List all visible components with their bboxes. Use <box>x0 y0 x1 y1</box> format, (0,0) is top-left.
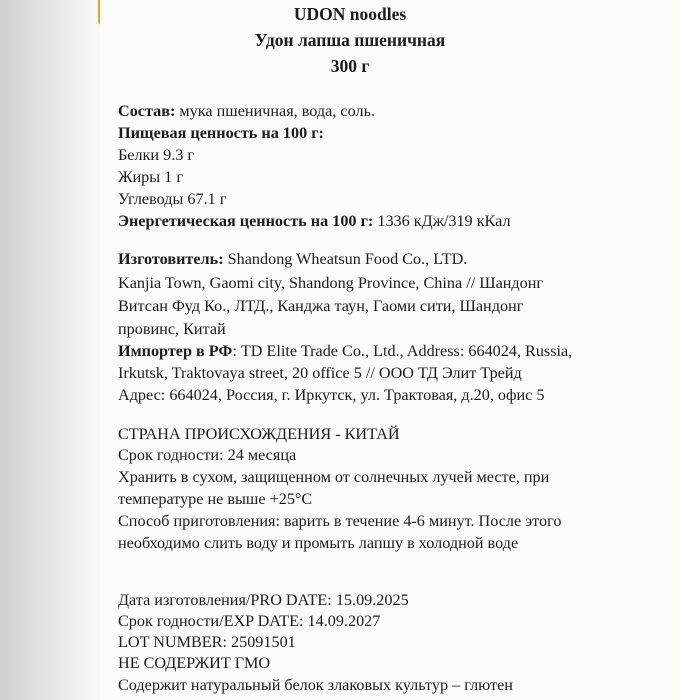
energy-label: Энергетическая ценность на 100 г: <box>118 212 374 230</box>
composition-label: Состав: <box>118 102 176 120</box>
importer-label: Импортер в РФ <box>118 342 233 360</box>
nutrition-fat: Жиры 1 г <box>118 168 183 186</box>
preparation-2: необходимо слить воду и промыть лапшу в холодной воде <box>118 534 519 552</box>
gluten-statement: Содержит натуральный белок злаковых культур – глютен <box>118 676 513 694</box>
production-date: Дата изготовления/PRO DATE: 15.09.2025 <box>118 591 409 609</box>
expiry-date: Срок годности/EXP DATE: 14.09.2027 <box>118 612 381 630</box>
gmo-statement: НЕ СОДЕРЖИТ ГМО <box>118 654 271 672</box>
importer-value-2: Irkutsk, Traktovaya street, 20 office 5 // ООО ТД Элит Трейд <box>118 364 522 382</box>
nutrition-heading: Пищевая ценность на 100 г: <box>118 124 324 142</box>
storage-conditions-2: температуре не выше +25°C <box>118 490 313 508</box>
composition-value: мука пшеничная, вода, соль. <box>175 102 376 120</box>
shelf-life: Срок годности: 24 месяца <box>118 446 297 464</box>
energy-value: 1336 кДж/319 кКал <box>373 212 511 230</box>
manufacturer-line <box>118 249 467 269</box>
manufacturer-address-3: провинс, Китай <box>118 320 226 338</box>
storage-conditions-1: Хранить в сухом, защищенном от солнечных лучей месте, при <box>118 468 550 486</box>
manufacturer-address-1: Kanjia Town, Gaomi city, Shandong Province, China // Шандонг <box>118 274 544 292</box>
importer-value-1: : TD Elite Trade Co., Ltd., Address: 664024, Russia, <box>232 342 573 360</box>
nutrition-carbs: Углеводы 67.1 г <box>118 190 227 208</box>
title-en: UDON noodles <box>293 4 407 24</box>
importer-value-3: Адрес: 664024, Россия, г. Иркутск, ул. Трактовая, д.20, офис 5 <box>118 386 545 404</box>
country-of-origin: СТРАНА ПРОИСХОЖДЕНИЯ - КИТАЙ <box>118 425 400 443</box>
lot-number: LOT NUMBER: 25091501 <box>118 633 296 651</box>
preparation-1: Способ приготовления: варить в течение 4-6 минут. После этого <box>118 512 562 530</box>
nutrition-protein: Белки 9.3 г <box>118 146 195 164</box>
net-weight: 300 г <box>330 56 370 76</box>
manufacturer-name: Shandong Wheatsun Food Co., LTD. <box>223 250 468 268</box>
manufacturer-label: Изготовитель: <box>118 250 224 268</box>
composition-line <box>118 101 375 121</box>
title-ru: Удон лапша пшеничная <box>254 30 446 50</box>
manufacturer-address-2: Витсан Фуд Ко., ЛТД., Канджа таун, Гаоми сити, Шандонг <box>118 297 524 315</box>
energy-line <box>118 211 511 231</box>
importer-line <box>118 341 572 361</box>
